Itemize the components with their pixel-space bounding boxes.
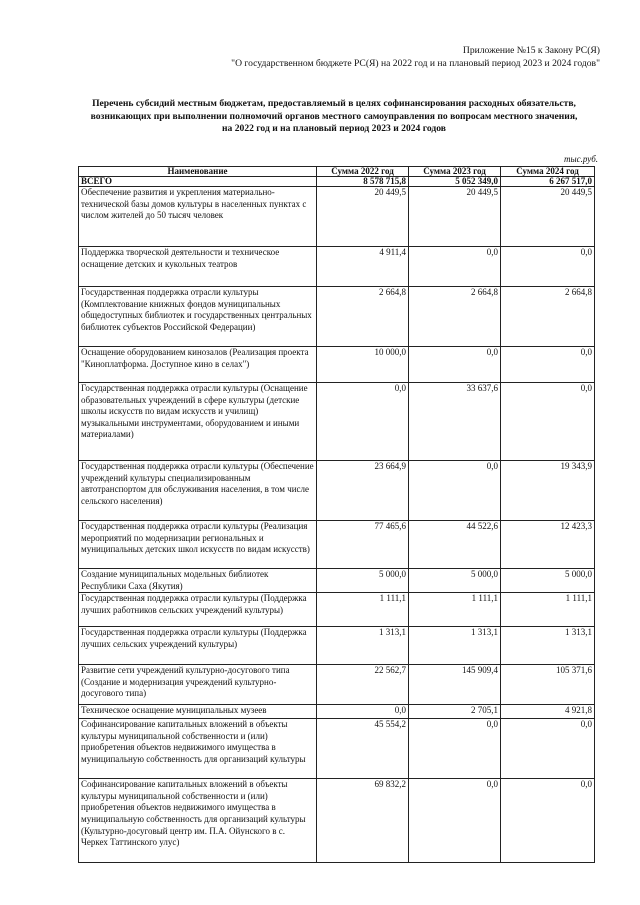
title-line-1: Перечень субсидий местным бюджетам, предоставляемый в целях софинансирования расходных обязательств, — [92, 98, 576, 109]
row-2022: 22 562,7 — [317, 665, 409, 705]
total-row — [79, 177, 595, 187]
row-2023: 44 522,6 — [409, 521, 501, 569]
row-2022: 1 111,1 — [317, 593, 409, 627]
table-row — [79, 187, 595, 247]
row-2024: 0,0 — [501, 719, 595, 779]
row-2023: 5 000,0 — [409, 569, 501, 593]
row-2022: 2 664,8 — [317, 287, 409, 347]
row-2023: 1 111,1 — [409, 593, 501, 627]
row-2022: 0,0 — [317, 383, 409, 461]
row-2023: 0,0 — [409, 247, 501, 287]
table-row — [79, 287, 595, 347]
row-2022: 0,0 — [317, 705, 409, 719]
row-2022: 20 449,5 — [317, 187, 409, 247]
total-2022: 8 578 715,8 — [317, 177, 409, 187]
row-name: Софинансирование капитальных вложений в объекты культуры муниципальной собственности и (или) приобретения объектов недвижимого имущества в муниципальную собственность для организаций культуры (Культурно-досуговый центр им. П.А. Ойунского в с. Черкех Таттинского улус) — [79, 779, 317, 863]
unit-label: тыс.руб. — [564, 154, 598, 164]
appendix-header — [231, 44, 600, 70]
row-name: Государственная поддержка отрасли культуры (Обеспечение учреждений культуры специализированным автотранспортом для обслуживания населения, в том числе сельского населения) — [79, 461, 317, 521]
table-row — [79, 383, 595, 461]
row-2022: 23 664,9 — [317, 461, 409, 521]
row-2022: 5 000,0 — [317, 569, 409, 593]
row-2022: 10 000,0 — [317, 347, 409, 383]
row-2023: 2 664,8 — [409, 287, 501, 347]
row-2024: 5 000,0 — [501, 569, 595, 593]
title-line-3: на 2022 год и на плановый период 2023 и 2024 годов — [222, 123, 446, 134]
row-name: Обеспечение развития и укрепления материально-технической базы домов культуры в населенных пунктах с числом жителей до 50 тысяч человек — [79, 187, 317, 247]
row-2022: 45 554,2 — [317, 719, 409, 779]
title-line-2: возникающих при выполнении полномочий органов местного самоуправления по вопросам местного значения, — [90, 110, 578, 122]
row-2023: 20 449,5 — [409, 187, 501, 247]
row-2024: 12 423,3 — [501, 521, 595, 569]
table-row — [79, 593, 595, 627]
row-2023: 0,0 — [409, 347, 501, 383]
appendix-line-2: "О государственном бюджете РС(Я) на 2022 год и на плановый период 2023 и 2024 годов" — [231, 58, 600, 69]
table-row — [79, 719, 595, 779]
row-2024: 4 921,8 — [501, 705, 595, 719]
table-row — [79, 705, 595, 719]
row-2024: 0,0 — [501, 247, 595, 287]
row-2022: 77 465,6 — [317, 521, 409, 569]
table-row — [79, 779, 595, 863]
document-title — [74, 98, 594, 136]
row-2023: 145 909,4 — [409, 665, 501, 705]
row-2023: 1 313,1 — [409, 627, 501, 665]
row-2024: 2 664,8 — [501, 287, 595, 347]
column-header-2023: Сумма 2023 год — [409, 167, 501, 177]
row-name: Оснащение оборудованием кинозалов (Реализация проекта "Кинoплатформа. Доступное кино в селах") — [79, 347, 317, 383]
row-2022: 4 911,4 — [317, 247, 409, 287]
table-row — [79, 347, 595, 383]
row-name: Государственная поддержка отрасли культуры (Реализация мероприятий по модернизации региональных и муниципальных детских школ искусств по видам искусств) — [79, 521, 317, 569]
row-2024: 20 449,5 — [501, 187, 595, 247]
table-row — [79, 569, 595, 593]
column-header-name: Наименование — [79, 167, 317, 177]
row-2024: 1 111,1 — [501, 593, 595, 627]
table-row — [79, 627, 595, 665]
appendix-line-1: Приложение №15 к Закону РС(Я) — [462, 45, 600, 56]
row-2022: 69 832,2 — [317, 779, 409, 863]
row-2023: 0,0 — [409, 719, 501, 779]
row-2023: 0,0 — [409, 779, 501, 863]
row-name: Государственная поддержка отрасли культуры (Комплектование книжных фондов муниципальных общедоступных библиотек и государственных центральных библиотек субъектов Российской Федерации) — [79, 287, 317, 347]
total-label: ВСЕГО — [79, 177, 317, 187]
row-name: Софинансирование капитальных вложений в объекты культуры муниципальной собственности и (или) приобретения объектов недвижимого имущества в муниципальную собственность для организаций культуры — [79, 719, 317, 779]
row-2022: 1 313,1 — [317, 627, 409, 665]
total-2023: 5 052 349,0 — [409, 177, 501, 187]
row-name: Государственная поддержка отрасли культуры (Поддержка лучших работников сельских учреждений культуры) — [79, 593, 317, 627]
row-name: Государственная поддержка отрасли культуры (Оснащение образовательных учреждений в сфере культуры (детские школы искусств по видам искусств и училищ) музыкальными инструментами, оборудованием и иными материалами) — [79, 383, 317, 461]
column-header-2022: Сумма 2022 год — [317, 167, 409, 177]
row-2024: 0,0 — [501, 347, 595, 383]
table-row — [79, 665, 595, 705]
row-name: Развитие сети учреждений культурно-досугового типа (Создание и модернизация учреждений культурно-досугового типа) — [79, 665, 317, 705]
row-name: Государственная поддержка отрасли культуры (Поддержка лучших сельских учреждений культуры) — [79, 627, 317, 665]
subsidies-table — [78, 166, 595, 863]
row-name: Поддержка творческой деятельности и техническое оснащение детских и кукольных театров — [79, 247, 317, 287]
row-2024: 1 313,1 — [501, 627, 595, 665]
row-2024: 0,0 — [501, 383, 595, 461]
row-2024: 0,0 — [501, 779, 595, 863]
row-2023: 33 637,6 — [409, 383, 501, 461]
table-row — [79, 247, 595, 287]
column-header-2024: Сумма 2024 год — [501, 167, 595, 177]
row-2023: 2 705,1 — [409, 705, 501, 719]
row-2024: 105 371,6 — [501, 665, 595, 705]
row-2023: 0,0 — [409, 461, 501, 521]
table-row — [79, 461, 595, 521]
row-name: Техническое оснащение муниципальных музеев — [79, 705, 317, 719]
row-name: Создание муниципальных модельных библиотек Республики Саха (Якутия) — [79, 569, 317, 593]
table-row — [79, 521, 595, 569]
table-header-row — [79, 167, 595, 177]
total-2024: 6 267 517,0 — [501, 177, 595, 187]
row-2024: 19 343,9 — [501, 461, 595, 521]
